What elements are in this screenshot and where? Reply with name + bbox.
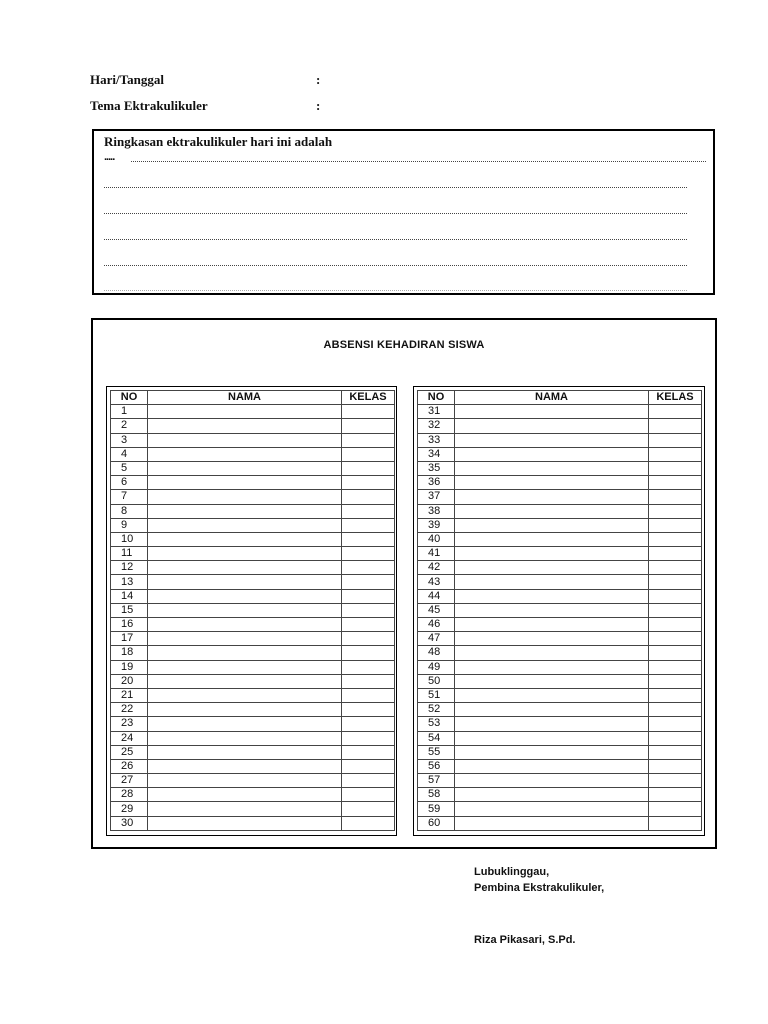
name-cell[interactable] (455, 703, 649, 717)
class-cell[interactable] (649, 433, 702, 447)
class-cell[interactable] (649, 632, 702, 646)
class-cell[interactable] (649, 589, 702, 603)
name-cell[interactable] (148, 490, 342, 504)
name-cell[interactable] (148, 816, 342, 830)
class-cell[interactable] (342, 547, 395, 561)
attendance-table-left-frame (106, 386, 397, 836)
table-row (418, 589, 702, 603)
row-number: 54 (418, 731, 455, 745)
name-cell[interactable] (455, 518, 649, 532)
class-cell[interactable] (649, 476, 702, 490)
table-row (418, 603, 702, 617)
name-cell[interactable] (148, 603, 342, 617)
name-cell[interactable] (148, 405, 342, 419)
row-number: 45 (418, 603, 455, 617)
name-cell[interactable] (148, 674, 342, 688)
name-cell[interactable] (148, 646, 342, 660)
table-row (111, 447, 395, 461)
name-cell[interactable] (455, 646, 649, 660)
table-row (418, 703, 702, 717)
name-cell[interactable] (455, 547, 649, 561)
table-row (418, 419, 702, 433)
table-row (111, 731, 395, 745)
row-number: 33 (418, 433, 455, 447)
table-row (418, 774, 702, 788)
name-cell[interactable] (455, 461, 649, 475)
table-row (111, 461, 395, 475)
name-cell[interactable] (148, 433, 342, 447)
row-number: 2 (111, 419, 148, 433)
class-cell[interactable] (649, 802, 702, 816)
name-cell[interactable] (148, 660, 342, 674)
table-row (111, 532, 395, 546)
class-cell[interactable] (649, 603, 702, 617)
summary-title: Ringkasan ektrakulikuler hari ini adalah (104, 134, 333, 149)
row-number: 5 (111, 461, 148, 475)
row-number: 27 (111, 774, 148, 788)
name-cell[interactable] (148, 802, 342, 816)
name-cell[interactable] (148, 788, 342, 802)
header-class: KELAS (649, 391, 702, 405)
name-cell[interactable] (455, 632, 649, 646)
table-row (111, 433, 395, 447)
class-cell[interactable] (342, 447, 395, 461)
table-row (111, 759, 395, 773)
row-number: 46 (418, 618, 455, 632)
row-number: 12 (111, 561, 148, 575)
table-row (418, 405, 702, 419)
table-row (418, 476, 702, 490)
table-row (111, 561, 395, 575)
class-cell[interactable] (342, 561, 395, 575)
table-row (418, 561, 702, 575)
summary-line-3[interactable] (104, 213, 687, 214)
row-number: 26 (111, 759, 148, 773)
name-cell[interactable] (148, 575, 342, 589)
row-number: 35 (418, 461, 455, 475)
row-number: 57 (418, 774, 455, 788)
table-row (418, 632, 702, 646)
name-cell[interactable] (148, 461, 342, 475)
row-number: 20 (111, 674, 148, 688)
name-cell[interactable] (455, 618, 649, 632)
class-cell[interactable] (649, 532, 702, 546)
row-number: 3 (111, 433, 148, 447)
summary-line-2[interactable] (104, 187, 687, 188)
table-row (111, 476, 395, 490)
row-number: 25 (111, 745, 148, 759)
header-name: NAMA (455, 391, 649, 405)
header-name: NAMA (148, 391, 342, 405)
table-row (111, 589, 395, 603)
row-number: 56 (418, 759, 455, 773)
class-cell[interactable] (649, 774, 702, 788)
class-cell[interactable] (342, 532, 395, 546)
name-cell[interactable] (455, 405, 649, 419)
row-number: 17 (111, 632, 148, 646)
attendance-title: ABSENSI KEHADIRAN SISWA (323, 339, 485, 351)
day-date-label: Hari/Tanggal (90, 72, 164, 87)
table-row (418, 461, 702, 475)
class-cell[interactable] (342, 419, 395, 433)
table-row (111, 802, 395, 816)
summary-line-1[interactable] (131, 161, 706, 162)
table-row (418, 433, 702, 447)
table-row (111, 717, 395, 731)
class-cell[interactable] (342, 589, 395, 603)
table-row (111, 688, 395, 702)
row-number: 8 (111, 504, 148, 518)
class-cell[interactable] (649, 788, 702, 802)
name-cell[interactable] (455, 504, 649, 518)
class-cell[interactable] (649, 703, 702, 717)
row-number: 58 (418, 788, 455, 802)
table-row (418, 745, 702, 759)
summary-line-5[interactable] (104, 265, 687, 266)
table-row (418, 547, 702, 561)
name-cell[interactable] (148, 745, 342, 759)
name-cell[interactable] (455, 447, 649, 461)
name-cell[interactable] (148, 532, 342, 546)
name-cell[interactable] (148, 688, 342, 702)
name-cell[interactable] (455, 589, 649, 603)
class-cell[interactable] (342, 774, 395, 788)
name-cell[interactable] (148, 717, 342, 731)
day-date-colon: : (316, 72, 321, 87)
name-cell[interactable] (455, 433, 649, 447)
header-class: KELAS (342, 391, 395, 405)
table-row (418, 674, 702, 688)
name-cell[interactable] (148, 731, 342, 745)
class-cell[interactable] (649, 490, 702, 504)
table-row (418, 660, 702, 674)
class-cell[interactable] (649, 618, 702, 632)
attendance-table-right (417, 390, 702, 831)
row-number: 36 (418, 476, 455, 490)
theme-colon: : (316, 98, 321, 113)
name-cell[interactable] (455, 476, 649, 490)
name-cell[interactable] (148, 632, 342, 646)
table-row (418, 532, 702, 546)
table-row (111, 674, 395, 688)
row-number: 55 (418, 745, 455, 759)
name-cell[interactable] (455, 774, 649, 788)
table-row (111, 703, 395, 717)
name-cell[interactable] (148, 547, 342, 561)
class-cell[interactable] (342, 433, 395, 447)
table-row (111, 618, 395, 632)
theme-label: Tema Ektrakulikuler (90, 98, 208, 113)
name-cell[interactable] (455, 731, 649, 745)
row-number: 47 (418, 632, 455, 646)
header-no: NO (111, 391, 148, 405)
row-number: 24 (111, 731, 148, 745)
table-row (111, 547, 395, 561)
row-number: 21 (111, 688, 148, 702)
name-cell[interactable] (455, 575, 649, 589)
name-cell[interactable] (148, 518, 342, 532)
row-number: 40 (418, 532, 455, 546)
row-number: 13 (111, 575, 148, 589)
table-row (418, 618, 702, 632)
row-number: 7 (111, 490, 148, 504)
row-number: 28 (111, 788, 148, 802)
table-row (418, 518, 702, 532)
class-cell[interactable] (342, 632, 395, 646)
name-cell[interactable] (148, 618, 342, 632)
row-number: 59 (418, 802, 455, 816)
class-cell[interactable] (649, 646, 702, 660)
row-number: 42 (418, 561, 455, 575)
class-cell[interactable] (342, 759, 395, 773)
summary-box (92, 129, 715, 295)
name-cell[interactable] (455, 561, 649, 575)
class-cell[interactable] (342, 703, 395, 717)
row-number: 19 (111, 660, 148, 674)
signature-name: Riza Pikasari, S.Pd. (474, 934, 576, 946)
table-row (111, 490, 395, 504)
class-cell[interactable] (649, 518, 702, 532)
table-row (418, 575, 702, 589)
attendance-box (91, 318, 717, 849)
class-cell[interactable] (649, 759, 702, 773)
table-row (418, 447, 702, 461)
row-number: 50 (418, 674, 455, 688)
table-row (418, 717, 702, 731)
table-row (418, 490, 702, 504)
table-row (111, 632, 395, 646)
row-number: 52 (418, 703, 455, 717)
table-row (111, 603, 395, 617)
table-row (418, 759, 702, 773)
name-cell[interactable] (455, 688, 649, 702)
row-number: 39 (418, 518, 455, 532)
row-number: 14 (111, 589, 148, 603)
summary-line-4[interactable] (104, 239, 687, 240)
table-row (111, 816, 395, 830)
class-cell[interactable] (342, 731, 395, 745)
class-cell[interactable] (649, 745, 702, 759)
row-number: 31 (418, 405, 455, 419)
name-cell[interactable] (455, 802, 649, 816)
class-cell[interactable] (342, 788, 395, 802)
class-cell[interactable] (649, 447, 702, 461)
row-number: 1 (111, 405, 148, 419)
name-cell[interactable] (455, 419, 649, 433)
table-row (418, 646, 702, 660)
table-row (418, 688, 702, 702)
class-cell[interactable] (649, 717, 702, 731)
class-cell[interactable] (342, 518, 395, 532)
table-row (111, 646, 395, 660)
row-number: 22 (111, 703, 148, 717)
name-cell[interactable] (455, 490, 649, 504)
class-cell[interactable] (342, 802, 395, 816)
row-number: 34 (418, 447, 455, 461)
name-cell[interactable] (148, 561, 342, 575)
row-number: 48 (418, 646, 455, 660)
class-cell[interactable] (342, 603, 395, 617)
table-row (418, 802, 702, 816)
name-cell[interactable] (455, 816, 649, 830)
summary-line-6[interactable] (104, 290, 687, 291)
table-row (418, 816, 702, 830)
row-number: 29 (111, 802, 148, 816)
table-row (111, 745, 395, 759)
name-cell[interactable] (455, 745, 649, 759)
class-cell[interactable] (342, 674, 395, 688)
name-cell[interactable] (148, 419, 342, 433)
table-row (418, 504, 702, 518)
class-cell[interactable] (342, 688, 395, 702)
class-cell[interactable] (649, 816, 702, 830)
name-cell[interactable] (148, 447, 342, 461)
table-row (111, 660, 395, 674)
summary-leading-dots: ..... (104, 151, 115, 163)
row-number: 10 (111, 532, 148, 546)
row-number: 4 (111, 447, 148, 461)
row-number: 23 (111, 717, 148, 731)
class-cell[interactable] (649, 660, 702, 674)
class-cell[interactable] (649, 688, 702, 702)
row-number: 53 (418, 717, 455, 731)
row-number: 44 (418, 589, 455, 603)
name-cell[interactable] (455, 674, 649, 688)
name-cell[interactable] (455, 759, 649, 773)
row-number: 37 (418, 490, 455, 504)
class-cell[interactable] (649, 674, 702, 688)
class-cell[interactable] (342, 717, 395, 731)
table-row (111, 774, 395, 788)
row-number: 15 (111, 603, 148, 617)
name-cell[interactable] (455, 660, 649, 674)
name-cell[interactable] (148, 476, 342, 490)
class-cell[interactable] (342, 575, 395, 589)
class-cell[interactable] (649, 461, 702, 475)
name-cell[interactable] (148, 504, 342, 518)
class-cell[interactable] (342, 461, 395, 475)
class-cell[interactable] (342, 745, 395, 759)
name-cell[interactable] (455, 717, 649, 731)
class-cell[interactable] (649, 405, 702, 419)
name-cell[interactable] (148, 759, 342, 773)
signature-role: Pembina Ekstrakulikuler, (474, 882, 605, 894)
name-cell[interactable] (455, 532, 649, 546)
class-cell[interactable] (342, 490, 395, 504)
class-cell[interactable] (342, 476, 395, 490)
table-row (111, 419, 395, 433)
table-row (111, 504, 395, 518)
row-number: 30 (111, 816, 148, 830)
class-cell[interactable] (649, 561, 702, 575)
table-row (111, 405, 395, 419)
class-cell[interactable] (649, 419, 702, 433)
name-cell[interactable] (455, 603, 649, 617)
class-cell[interactable] (649, 575, 702, 589)
class-cell[interactable] (342, 660, 395, 674)
class-cell[interactable] (342, 816, 395, 830)
row-number: 41 (418, 547, 455, 561)
signature-place: Lubuklinggau, (474, 866, 550, 878)
row-number: 38 (418, 504, 455, 518)
row-number: 6 (111, 476, 148, 490)
row-number: 49 (418, 660, 455, 674)
class-cell[interactable] (342, 618, 395, 632)
header-no: NO (418, 391, 455, 405)
class-cell[interactable] (649, 731, 702, 745)
name-cell[interactable] (148, 703, 342, 717)
row-number: 16 (111, 618, 148, 632)
row-number: 43 (418, 575, 455, 589)
attendance-table-right-frame (413, 386, 705, 836)
table-row (111, 518, 395, 532)
row-number: 18 (111, 646, 148, 660)
class-cell[interactable] (342, 405, 395, 419)
name-cell[interactable] (148, 774, 342, 788)
row-number: 51 (418, 688, 455, 702)
class-cell[interactable] (649, 504, 702, 518)
row-number: 32 (418, 419, 455, 433)
attendance-table-left (110, 390, 395, 831)
class-cell[interactable] (649, 547, 702, 561)
row-number: 9 (111, 518, 148, 532)
class-cell[interactable] (342, 504, 395, 518)
table-row (418, 788, 702, 802)
row-number: 11 (111, 547, 148, 561)
row-number: 60 (418, 816, 455, 830)
name-cell[interactable] (148, 589, 342, 603)
table-row (111, 788, 395, 802)
table-row (418, 731, 702, 745)
table-row (111, 575, 395, 589)
class-cell[interactable] (342, 646, 395, 660)
name-cell[interactable] (455, 788, 649, 802)
